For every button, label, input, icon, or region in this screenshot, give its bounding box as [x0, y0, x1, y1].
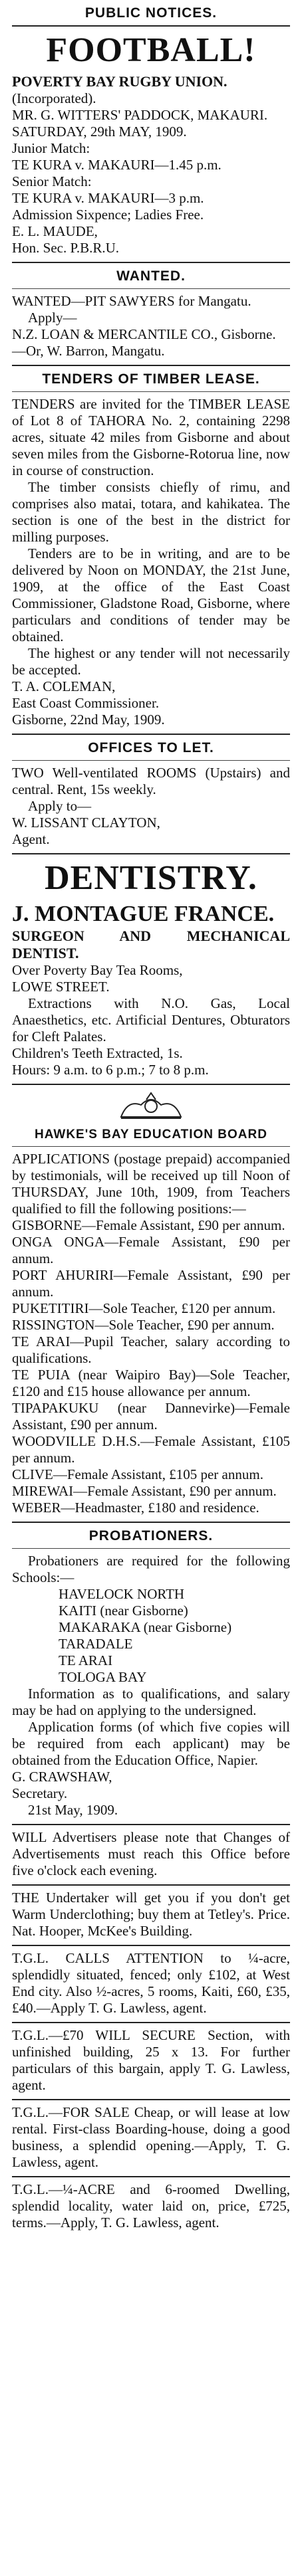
offices-agent-title: Agent.: [12, 831, 50, 847]
public-notices-heading: PUBLIC NOTICES.: [84, 5, 218, 21]
probationers-signer: G. CRAWSHAW,: [12, 1769, 112, 1785]
position-item: ONGA ONGA—Female Assistant, £90 per annum.: [12, 1234, 290, 1266]
football-ad: [12, 73, 290, 256]
venue-line: MR. G. WITTERS' PADDOCK, MAKAURI.: [12, 107, 268, 123]
dentist-profession: SURGEON AND MECHANICAL DENTIST.: [12, 928, 290, 961]
position-item: RISSINGTON—Sole Teacher, £90 per annum.: [12, 1317, 275, 1333]
match-date: SATURDAY, 29th MAY, 1909.: [12, 124, 187, 140]
divider: [12, 2176, 290, 2177]
divider: [12, 1824, 290, 1825]
undertaker-text: THE Undertaker will get you if you don't get Warm Underclothing; buy them at Tetley's. Price. Nat. Hooper, McKee's Building.: [12, 1890, 290, 1939]
position-item: TE ARAI—Pupil Teacher, salary according to qualifications.: [12, 1334, 290, 1366]
wanted-ad: [12, 293, 290, 359]
junior-match: TE KURA v. MAKAURI—1.45 p.m.: [12, 157, 222, 173]
probationers-ad: [12, 1553, 290, 1819]
tgl-ad-1: [12, 1950, 290, 2017]
tgl-text-4: T.G.L.—¼-ACRE and 6-roomed Dwelling, splendid locality, water laid on, price, £725, terms.—Apply, T. G. Lawless, agent.: [12, 2181, 290, 2230]
offices-agent: W. LISSANT CLAYTON,: [12, 815, 160, 831]
divider: [12, 734, 290, 735]
school-item: TOLOGA BAY: [59, 1669, 147, 1685]
position-item: TIPAPAKUKU (near Dannevirke)—Female Assistant, £90 per annum.: [12, 1400, 290, 1433]
secretary-title: Hon. Sec. P.B.R.U.: [12, 240, 120, 256]
school-item: HAVELOCK NORTH: [59, 1586, 185, 1602]
tenders-dateline: Gisborne, 22nd May, 1909.: [12, 712, 165, 728]
divider: [12, 365, 290, 366]
divider: [12, 25, 290, 27]
probationers-dateline: 21st May, 1909.: [28, 1802, 118, 1818]
tgl-ad-4: [12, 2181, 290, 2231]
dentist-hours: Hours: 9 a.m. to 6 p.m.; 7 to 8 p.m.: [12, 1062, 209, 1078]
probationers-intro: Probationers are required for the following Schools:—: [12, 1553, 290, 1585]
tgl-ad-3: [12, 2104, 290, 2171]
union-incorporated: (Incorporated).: [12, 90, 96, 106]
divider: [12, 1146, 290, 1147]
royal-crest-icon: [114, 1090, 188, 1122]
advertisers-text: WILL Advertisers please note that Changes of Advertisements must reach this Office before five o'clock each evening.: [12, 1829, 290, 1878]
position-item: TE PUIA (near Waipiro Bay)—Sole Teacher, £120 and £15 house allowance per annum.: [12, 1367, 290, 1399]
wanted-text: WANTED—PIT SAWYERS for Mangatu.: [12, 293, 251, 309]
position-item: CLIVE—Female Assistant, £105 per annum.: [12, 1466, 263, 1482]
tenders-p1: TENDERS are invited for the TIMBER LEASE of Lot 8 of TAHORA No. 2, containing 2298 acres, situate 42 miles from Gisborne and about seven miles from the Gisborne-Rotorua line, now in course of construction.: [12, 396, 290, 478]
divider: [12, 760, 290, 761]
senior-match: TE KURA v. MAKAURI—3 p.m.: [12, 190, 204, 206]
dentist-address-2: LOWE STREET.: [12, 979, 110, 995]
tgl-ad-2: [12, 2027, 290, 2094]
tenders-p3: Tenders are to be in writing, and are to be delivered by Noon on MONDAY, the 21st June, 1909, at the office of the East Coast Commissioner, Gladstone Road, Gisborne, where particulars and conditions of tender may be obtained.: [12, 545, 290, 644]
tgl-text-1: T.G.L. CALLS ATTENTION to ¼-acre, splendidly situated, fenced; only £102, at West End city. Also ½-acres, 5 rooms, Kaiti, £60, £35, £40.—Apply T. G. Lawless, agent.: [12, 1950, 290, 2016]
position-item: MIREWAI—Female Assistant, £90 per annum.: [12, 1483, 277, 1499]
position-item: GISBORNE—Female Assistant, £90 per annum.: [12, 1217, 285, 1233]
dentist-p1: Extractions with N.O. Gas, Local Anaesthetics, etc. Artificial Dentures, Obturators for Cleft Palates.: [12, 995, 290, 1044]
divider: [12, 2099, 290, 2100]
position-item: PORT AHURIRI—Female Assistant, £90 per annum.: [12, 1267, 290, 1300]
wanted-company: N.Z. LOAN & MERCANTILE CO., Gisborne.: [12, 326, 276, 342]
dentistry-title: DENTISTRY.: [45, 859, 257, 897]
divider: [12, 1945, 290, 1946]
newspaper-column: [0, 5, 302, 2231]
position-item: WEBER—Headmaster, £180 and residence.: [12, 1500, 259, 1516]
tenders-p4: The highest or any tender will not necessarily be accepted.: [12, 645, 290, 678]
divider: [12, 1884, 290, 1886]
wanted-heading: WANTED.: [116, 268, 186, 284]
secretary-name: E. L. MAUDE,: [12, 223, 98, 239]
probationers-p2: Application forms (of which five copies will be required from each applicant) may be obtained from the Education Office, Napier.: [12, 1719, 290, 1768]
divider: [12, 1084, 290, 1085]
tenders-signer-title: East Coast Commissioner.: [12, 695, 160, 711]
wanted-apply: Apply—: [28, 310, 77, 326]
dentist-address-1: Over Poverty Bay Tea Rooms,: [12, 962, 183, 978]
admission: Admission Sixpence; Ladies Free.: [12, 207, 204, 223]
probationers-p1: Information as to qualifications, and salary may be had on applying to the undersigned.: [12, 1686, 290, 1718]
offices-text: TWO Well-ventilated ROOMS (Upstairs) and central. Rent, 15s weekly.: [12, 765, 290, 797]
crest-emblem: [12, 1090, 290, 1122]
education-intro: APPLICATIONS (postage prepaid) accompanied by testimonials, will be received up till Noon of THURSDAY, June 10th, 1909, from Teachers qualified to fill the following positions:—: [12, 1151, 290, 1217]
offices-ad: [12, 765, 290, 848]
school-item: TARADALE: [59, 1636, 133, 1652]
education-ad: [12, 1151, 290, 1516]
probationers-heading: PROBATIONERS.: [88, 1528, 214, 1543]
education-heading: HAWKE'S BAY EDUCATION BOARD: [35, 1128, 267, 1141]
advertisers-notice: [12, 1829, 290, 1879]
junior-label: Junior Match:: [12, 140, 90, 156]
undertaker-ad: [12, 1890, 290, 1939]
probationers-signer-title: Secretary.: [12, 1785, 68, 1801]
dentist-p2: Children's Teeth Extracted, 1s.: [12, 1045, 183, 1061]
football-title: FOOTBALL!: [46, 31, 256, 69]
divider: [12, 853, 290, 854]
offices-apply: Apply to—: [28, 798, 92, 814]
tgl-text-3: T.G.L.—FOR SALE Cheap, or will lease at low rental. First-class Boarding-house, doing a good business, a splendid opening.—Apply, T. G. Lawless, agent.: [12, 2104, 290, 2170]
tenders-heading: TENDERS OF TIMBER LEASE.: [42, 371, 260, 387]
school-item: KAITI (near Gisborne): [59, 1603, 188, 1619]
divider: [12, 391, 290, 392]
divider: [12, 2022, 290, 2023]
senior-label: Senior Match:: [12, 173, 92, 189]
tenders-p2: The timber consists chiefly of rimu, and comprises also matai, totara, and kahikatea. The section is one of the best in the district for milling purposes.: [12, 479, 290, 545]
divider: [12, 1522, 290, 1523]
tenders-signer: T. A. COLEMAN,: [12, 678, 116, 694]
offices-heading: OFFICES TO LET.: [88, 740, 214, 755]
school-item: MAKARAKA (near Gisborne): [59, 1619, 232, 1635]
divider: [12, 1548, 290, 1549]
divider: [12, 288, 290, 289]
school-item: TE ARAI: [59, 1652, 113, 1668]
tenders-ad: [12, 396, 290, 728]
position-item: WOODVILLE D.H.S.—Female Assistant, £105 per annum.: [12, 1433, 290, 1466]
position-item: PUKETITIRI—Sole Teacher, £120 per annum.: [12, 1300, 276, 1316]
tgl-text-2: T.G.L.—£70 WILL SECURE Section, with unfinished building, 25 x 13. For further particulars of this bargain, apply T. G. Lawless, agent.: [12, 2027, 290, 2093]
wanted-or: —Or, W. Barron, Mangatu.: [12, 343, 165, 359]
divider: [12, 262, 290, 263]
dentist-name: J. MONTAGUE FRANCE.: [12, 902, 275, 926]
dentistry-ad: [12, 901, 290, 1078]
union-name: POVERTY BAY RUGBY UNION.: [12, 73, 227, 90]
